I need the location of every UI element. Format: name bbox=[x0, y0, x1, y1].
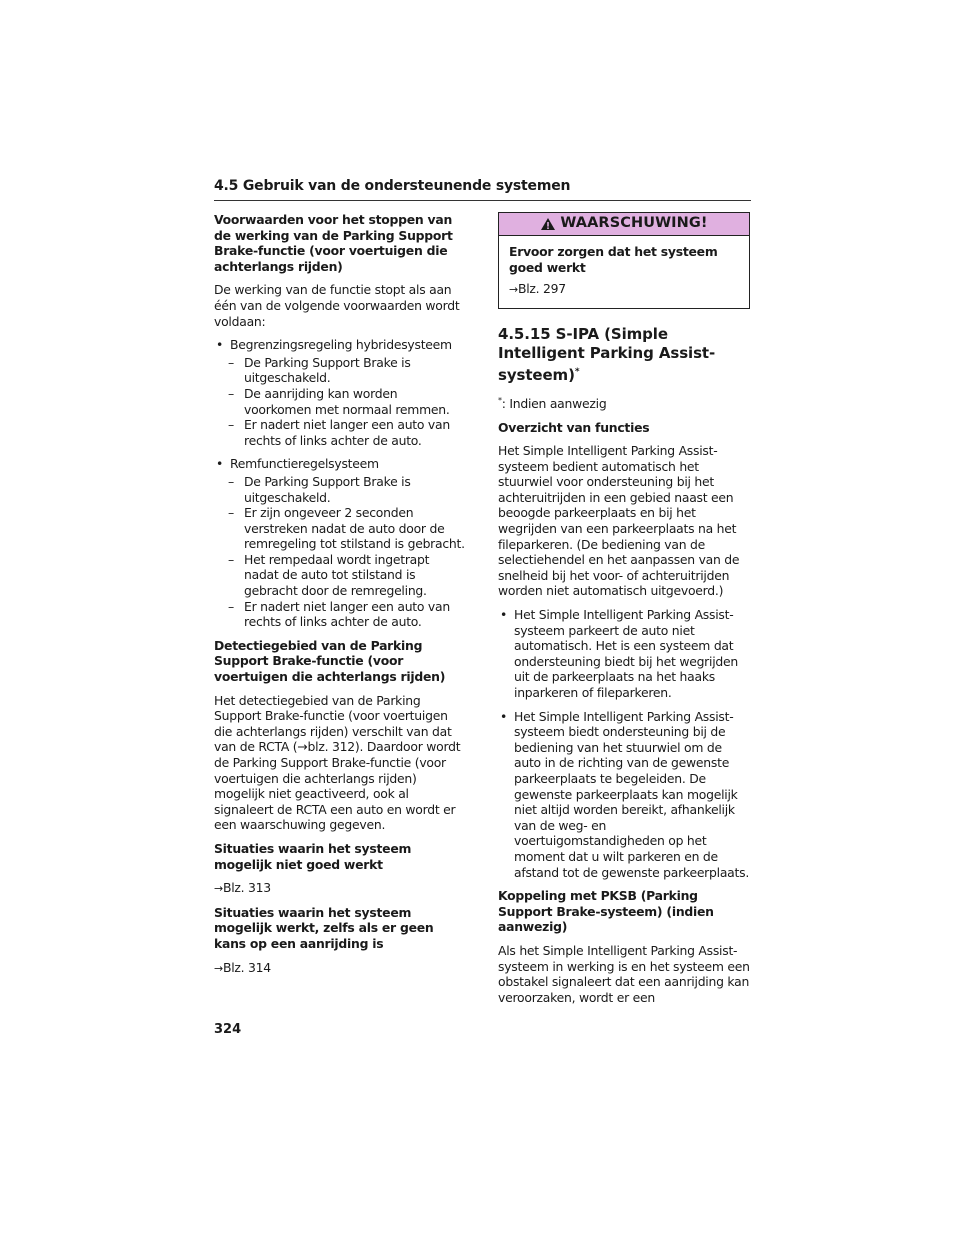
section-title bbox=[498, 325, 750, 385]
pksb-paragraph: Als het Simple Intelligent Parking Assist-systeem in werking is en het systeem een obstakel signaleert dat een aanrijding kan veroorzaken, wordt er een bbox=[498, 942, 750, 1005]
footnote-text: : Indien aanwezig bbox=[501, 395, 607, 411]
sub-list bbox=[214, 474, 466, 630]
sub-item-text: De aanrijding kan worden voorkomen met normaal remmen. bbox=[244, 385, 450, 417]
header-title: 4.5 Gebruik van de ondersteunende systemen bbox=[214, 178, 571, 194]
sub-item-text: Er nadert niet langer een auto van rechts of links achter de auto. bbox=[244, 598, 450, 630]
warning-triangle-icon bbox=[540, 217, 556, 231]
heading-not-working: Situaties waarin het systeem mogelijk niet goed werkt bbox=[214, 840, 412, 872]
bullet-text: Het Simple Intelligent Parking Assist-systeem biedt ondersteuning bij de bediening van het stuurwiel om de auto in de richting van de gewenste parkeerplaats te begeleiden. De gewenste parkeerplaats kan mogelijk niet altijd worden bereikt, afhankelijk van de weg- en voertuigomstandigheden op het moment dat u wilt parkeren en de afstand tot de gewenste parkeerplaats. bbox=[514, 708, 750, 880]
warning-heading: Ervoor zorgen dat het systeem goed werkt bbox=[509, 244, 718, 275]
sub-item-text: Het rempedaal wordt ingetrapt nadat de auto tot stilstand is gebracht door de remregeling. bbox=[244, 551, 430, 599]
page-number: 324 bbox=[214, 1022, 242, 1037]
list-item bbox=[498, 709, 750, 881]
footnote bbox=[498, 393, 750, 412]
page-reference bbox=[214, 880, 466, 897]
list-item bbox=[498, 607, 750, 701]
list-item bbox=[214, 456, 466, 472]
warning-box bbox=[498, 212, 750, 309]
sub-list-item bbox=[228, 505, 466, 552]
sub-item-text: Er zijn ongeveer 2 seconden verstreken nadat de auto door de remregeling tot stilstand is gebracht. bbox=[244, 505, 465, 552]
list-item bbox=[214, 337, 466, 353]
reference-link[interactable]: Blz. 313 bbox=[222, 880, 271, 896]
dash-marker: – bbox=[228, 417, 234, 433]
intro-paragraph: De werking van de functie stopt als aan één van de volgende voorwaarden wordt voldaan: bbox=[214, 282, 460, 329]
sub-list-item bbox=[228, 599, 466, 630]
dash-marker: – bbox=[228, 473, 234, 489]
sub-list-item bbox=[228, 552, 466, 599]
reference-link[interactable]: Blz. 297 bbox=[517, 281, 566, 297]
dash-marker: – bbox=[228, 385, 234, 401]
arrow-icon: → bbox=[214, 882, 223, 896]
left-column bbox=[214, 212, 466, 984]
dash-marker: – bbox=[228, 551, 234, 567]
overview-paragraph: Het Simple Intelligent Parking Assist-systeem bedient automatisch het stuurwiel voor ondersteuning bij het achteruitrijden in een gebied naast een beoogde parkeerplaats en bij het wegrijden van een parkeerplaats na het fileparkeren. (De bediening van de selectiehendel en het aanpassen van de snelheid bij het voor- of achteruitrijden worden niet automatisch uitgevoerd.) bbox=[498, 443, 740, 599]
bullet-marker: • bbox=[216, 456, 224, 472]
sub-list-item bbox=[228, 474, 466, 505]
sub-item-text: De Parking Support Brake is uitgeschakeld. bbox=[244, 473, 411, 505]
dash-marker: – bbox=[228, 598, 234, 614]
warning-title: WAARSCHUWING! bbox=[560, 215, 708, 232]
sub-item-text: Er nadert niet langer een auto van rechts of links achter de auto. bbox=[244, 417, 450, 448]
dash-marker: – bbox=[228, 505, 234, 521]
sub-list-item bbox=[228, 355, 466, 386]
warning-body bbox=[499, 236, 749, 308]
asterisk-marker: * bbox=[498, 395, 502, 405]
heading-overview: Overzicht van functies bbox=[498, 419, 650, 435]
bullet-marker: • bbox=[500, 607, 508, 623]
page-reference bbox=[509, 281, 741, 298]
bullet-text: Begrenzingsregeling hybridesysteem bbox=[230, 337, 452, 353]
bullet-marker: • bbox=[216, 337, 224, 353]
section-title-text: 4.5.15 S-IPA (Simple Intelligent Parking Assist-systeem) bbox=[498, 324, 716, 384]
dash-marker: – bbox=[228, 354, 234, 370]
page-header bbox=[214, 178, 751, 200]
heading-pksb-link: Koppeling met PKSB (Parking Support Brake-systeem) (indien aanwezig) bbox=[498, 888, 714, 935]
bullet-text: Het Simple Intelligent Parking Assist-systeem parkeert de auto niet automatisch. Het is een systeem dat ondersteuning biedt bij het wegrijden uit de parkeerplaats na het haaks inparkeren of fileparkeren. bbox=[514, 607, 739, 700]
sub-list-item bbox=[228, 417, 466, 448]
sub-list bbox=[214, 355, 466, 449]
heading-detection-area: Detectiegebied van de Parking Support Brake-functie (voor voertuigen die achterlangs rijden) bbox=[214, 637, 446, 685]
right-column bbox=[498, 212, 750, 1013]
arrow-icon: → bbox=[509, 283, 518, 297]
arrow-icon: → bbox=[214, 961, 223, 975]
bullet-text: Remfunctieregelsysteem bbox=[230, 456, 379, 472]
bullet-marker: • bbox=[500, 708, 508, 724]
warning-header bbox=[499, 213, 749, 236]
sub-item-text: De Parking Support Brake is uitgeschakeld. bbox=[244, 354, 411, 386]
reference-link[interactable]: Blz. 314 bbox=[222, 959, 271, 975]
page-reference bbox=[214, 960, 466, 977]
heading-stop-conditions: Voorwaarden voor het stoppen van de werking van de Parking Support Brake-functie (voor voertuigen die achterlangs rijden) bbox=[214, 212, 453, 274]
detection-paragraph: Het detectiegebied van de Parking Support Brake-functie (voor voertuigen die achterlangs rijden) verschilt van dat van de RCTA (→blz. 312). Daardoor wordt de Parking Support Brake-functie (voor voertuigen die achterlangs rijden) mogelijk niet geactiveerd, ook al signaleert de RCTA een auto en wordt er een waarschuwing gegeven. bbox=[214, 692, 461, 833]
heading-false-activation: Situaties waarin het systeem mogelijk werkt, zelfs als er geen kans op een aanrijding is bbox=[214, 904, 434, 951]
header-rule bbox=[214, 200, 751, 201]
sub-list-item bbox=[228, 386, 466, 417]
asterisk-marker: * bbox=[574, 366, 580, 377]
